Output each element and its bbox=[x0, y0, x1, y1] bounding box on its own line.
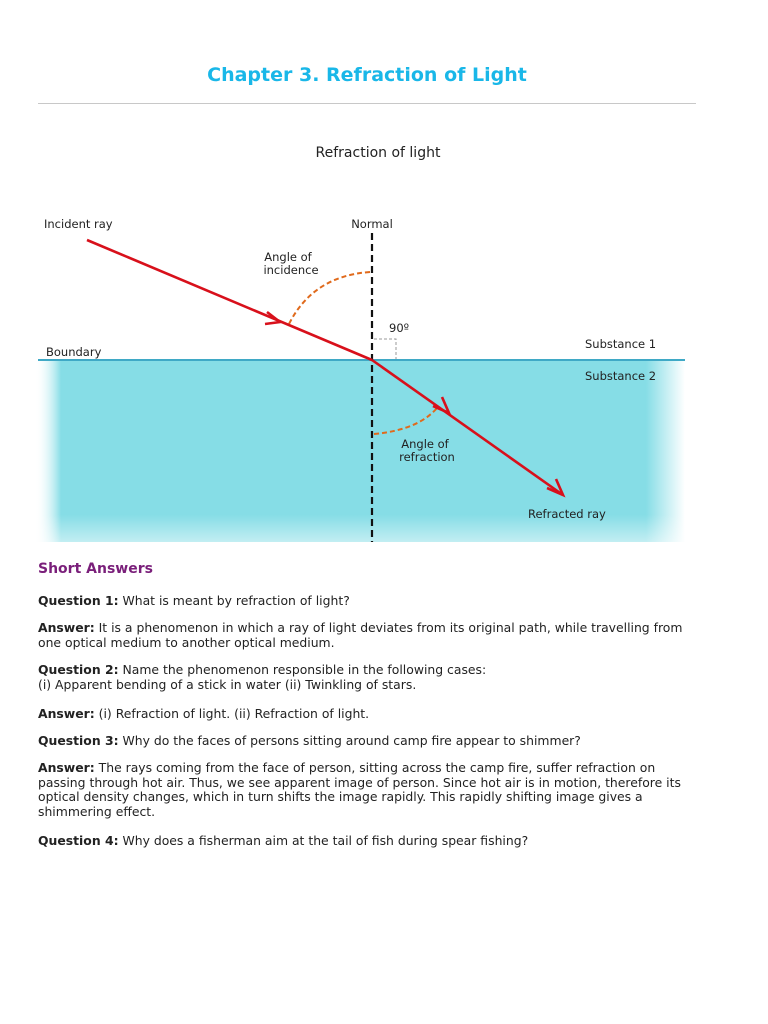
page-title: Chapter 3. Refraction of Light bbox=[207, 64, 527, 86]
answer-label: Answer: bbox=[38, 620, 95, 635]
question-text-line-2: (i) Apparent bending of a stick in water (ii) Twinkling of stars. bbox=[38, 676, 417, 692]
diagram-title: Refraction of light bbox=[315, 145, 441, 161]
boundary-label: Boundary bbox=[46, 345, 102, 359]
answer-text: (i) Refraction of light. (ii) Refraction of light. bbox=[94, 706, 370, 721]
question-text: What is meant by refraction of light? bbox=[118, 593, 350, 608]
refraction-diagram bbox=[30, 130, 690, 545]
answer-text: It is a phenomenon in which a ray of light deviates from its original path, while travelling from one optical medium to another optical medium. bbox=[38, 620, 683, 650]
answer-label: Answer: bbox=[38, 760, 95, 775]
right-angle-marker bbox=[374, 339, 396, 359]
answer-1 bbox=[38, 621, 688, 650]
angle-of-refraction-label-2: refraction bbox=[399, 450, 455, 464]
angle-of-refraction-label-1: Angle of bbox=[401, 437, 449, 451]
question-3 bbox=[38, 734, 688, 749]
substance-1-label: Substance 1 bbox=[585, 337, 657, 351]
right-angle-label: 90º bbox=[389, 321, 410, 335]
question-text: Name the phenomenon responsible in the following cases: bbox=[118, 662, 487, 677]
question-2 bbox=[38, 663, 688, 692]
title-divider bbox=[38, 103, 696, 104]
answer-text: The rays coming from the face of person, sitting across the camp fire, suffer refraction on passing through hot air. Thus, we see apparent image of person. Since hot air is in motion, therefore its optical density changes, which in turn shifts the image rapidly. This rapidly shifting image gives a shimmering effect. bbox=[38, 760, 681, 819]
answer-label: Answer: bbox=[38, 706, 95, 721]
question-text: Why does a fisherman aim at the tail of fish during spear fishing? bbox=[118, 833, 529, 848]
answer-2 bbox=[38, 707, 688, 722]
question-text: Why do the faces of persons sitting around camp fire appear to shimmer? bbox=[118, 733, 581, 748]
angle-of-incidence-label-1: Angle of bbox=[264, 250, 312, 264]
question-label: Question 2: bbox=[38, 662, 119, 677]
angle-of-incidence-arc bbox=[288, 272, 370, 326]
question-label: Question 3: bbox=[38, 733, 119, 748]
question-4 bbox=[38, 834, 688, 849]
incident-ray-label: Incident ray bbox=[44, 217, 113, 231]
substance-2-label: Substance 2 bbox=[585, 369, 657, 383]
short-answers-heading: Short Answers bbox=[38, 561, 153, 577]
incident-ray bbox=[87, 240, 372, 360]
question-label: Question 4: bbox=[38, 833, 119, 848]
question-label: Question 1: bbox=[38, 593, 119, 608]
angle-of-incidence-label-2: incidence bbox=[263, 263, 319, 277]
answer-3 bbox=[38, 761, 688, 819]
normal-label: Normal bbox=[351, 217, 393, 231]
refracted-ray-label: Refracted ray bbox=[528, 507, 606, 521]
question-1 bbox=[38, 594, 688, 609]
